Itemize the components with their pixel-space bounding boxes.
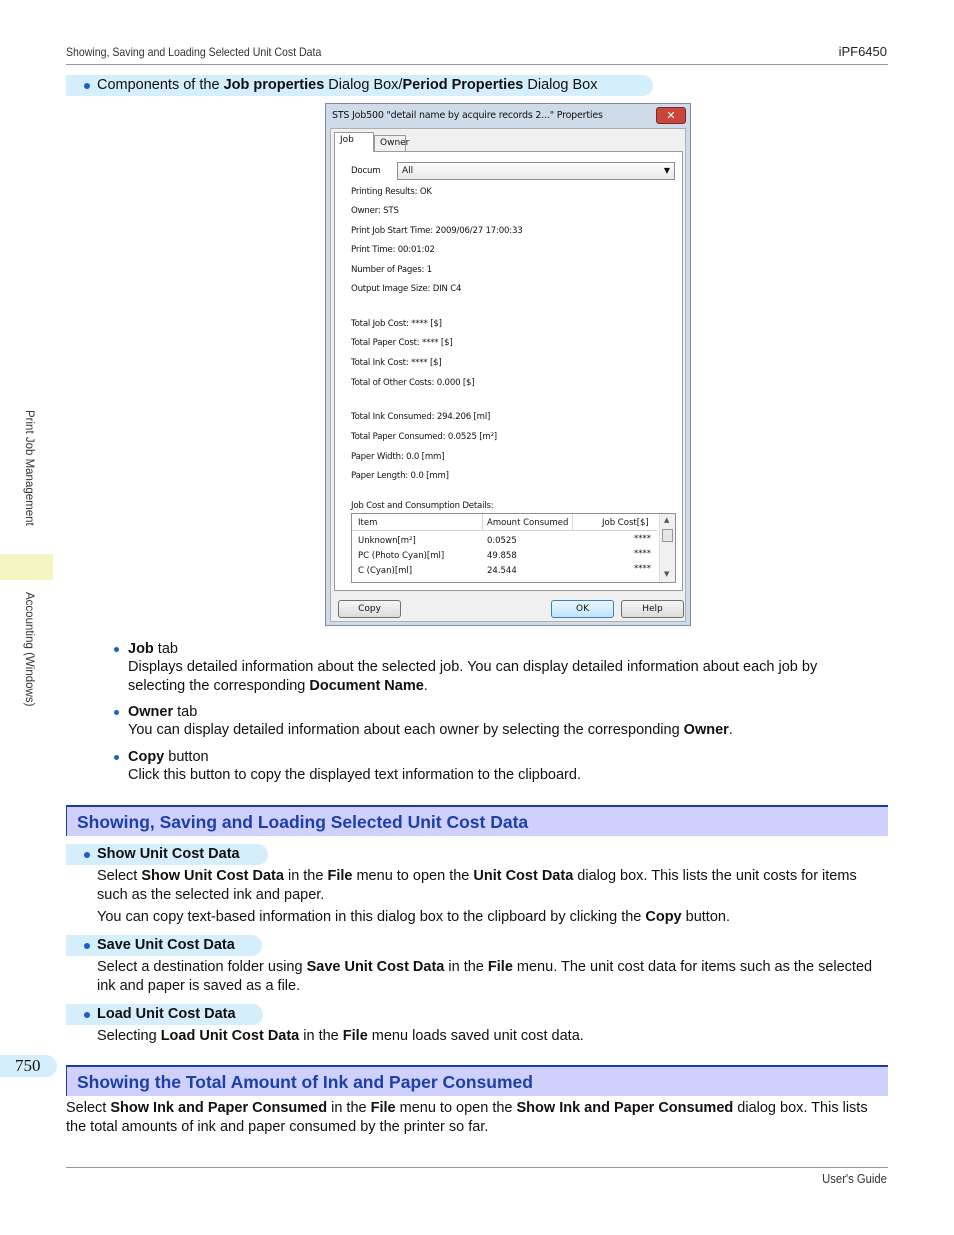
- tab-job[interactable]: Job: [334, 132, 374, 152]
- column-header[interactable]: Item: [358, 518, 378, 528]
- list-item-desc: You can display detailed information about each owner by selecting the corresponding Owner.: [128, 722, 733, 738]
- info-line: Total Paper Cost: **** [$]: [351, 338, 453, 348]
- table-scrollbar[interactable]: [659, 514, 675, 582]
- list-item-head: Owner tab: [128, 704, 198, 720]
- table-cell: ****: [634, 534, 651, 544]
- running-header-title: Showing, Saving and Loading Selected Unit Cost Data: [66, 45, 322, 59]
- info-line: Total of Other Costs: 0.000 [$]: [351, 378, 475, 388]
- job-tab-panel: [334, 151, 683, 591]
- table-cell: ****: [634, 564, 651, 574]
- info-line: Paper Length: 0.0 [mm]: [351, 471, 449, 481]
- paragraph: Select Show Unit Cost Data in the File menu to open the Unit Cost Data dialog box. This lists the unit costs for items such as the selected ink and paper.: [97, 868, 857, 903]
- table-cell: Unknown[m²]: [358, 536, 416, 546]
- bullet-icon: [114, 755, 119, 760]
- info-line: Output Image Size: DIN C4: [351, 284, 462, 294]
- job-properties-dialog: [325, 103, 691, 626]
- page-number: 750: [0, 1055, 57, 1077]
- components-heading-mid: Dialog Box/: [324, 77, 403, 93]
- components-heading-pre: Components of the: [97, 77, 224, 93]
- ok-button[interactable]: OK: [551, 600, 614, 618]
- close-icon[interactable]: ✕: [656, 107, 686, 124]
- bullet-icon: [84, 943, 90, 949]
- info-line: Total Ink Cost: **** [$]: [351, 358, 442, 368]
- section-heading: [66, 1065, 888, 1096]
- list-item-head: Job tab: [128, 641, 178, 657]
- bullet-icon: [114, 647, 119, 652]
- bullet-icon: [114, 710, 119, 715]
- footer-rule: [66, 1167, 888, 1168]
- tab-owner[interactable]: Owner: [374, 135, 406, 151]
- components-heading-b1: Job properties: [223, 77, 325, 93]
- bullet-icon: [84, 852, 90, 858]
- details-table: [351, 513, 676, 583]
- info-line: Owner: STS: [351, 206, 399, 216]
- paragraph: Select Show Ink and Paper Consumed in the File menu to open the Show Ink and Paper Consumed dialog box. This lists the total amounts of ink and paper consumed by the printer so far.: [66, 1100, 868, 1135]
- info-line: Number of Pages: 1: [351, 265, 433, 275]
- side-subchapter-label: Accounting (Windows): [23, 592, 35, 707]
- info-line: Print Job Start Time: 2009/06/27 17:00:33: [351, 226, 523, 236]
- document-label: Docum: [351, 166, 381, 176]
- chevron-down-icon: ▼: [663, 166, 670, 175]
- bullet-icon: [84, 1012, 90, 1018]
- document-select[interactable]: [397, 162, 675, 180]
- table-cell: PC (Photo Cyan)[ml]: [358, 551, 445, 561]
- subheading-label: Load Unit Cost Data: [97, 1006, 236, 1022]
- side-chapter-label: Print Job Management: [23, 410, 35, 526]
- column-divider: [482, 514, 483, 531]
- dialog-body: [330, 128, 686, 622]
- components-heading-b2: Period Properties: [402, 77, 524, 93]
- column-header[interactable]: Job Cost[$]: [602, 518, 649, 528]
- document-select-value: All: [402, 166, 414, 176]
- info-line: Printing Results: OK: [351, 187, 432, 197]
- section-heading: [66, 805, 888, 836]
- section-title: Showing, Saving and Loading Selected Unit Cost Data: [77, 812, 529, 832]
- column-divider: [572, 514, 573, 531]
- table-cell: C (Cyan)[ml]: [358, 566, 413, 576]
- details-label: Job Cost and Consumption Details:: [351, 501, 494, 511]
- components-heading-post: Dialog Box: [523, 77, 598, 93]
- table-cell: 49.858: [487, 551, 517, 561]
- list-item-desc: Click this button to copy the displayed text information to the clipboard.: [128, 767, 581, 783]
- list-item-head: Copy button: [128, 749, 209, 765]
- info-line: Total Ink Consumed: 294.206 [ml]: [351, 412, 491, 422]
- info-line: Paper Width: 0.0 [mm]: [351, 452, 445, 462]
- info-line: Total Job Cost: **** [$]: [351, 319, 442, 329]
- table-cell: 0.0525: [487, 536, 517, 546]
- bullet-icon: [84, 83, 90, 89]
- info-line: Print Time: 00:01:02: [351, 245, 435, 255]
- footer-title: User's Guide: [822, 1172, 887, 1186]
- subheading-label: Save Unit Cost Data: [97, 937, 235, 953]
- paragraph: You can copy text-based information in this dialog box to the clipboard by clicking the Copy button.: [97, 909, 730, 925]
- header-rule: [66, 64, 888, 65]
- side-tab-marker: [0, 554, 53, 580]
- table-cell: ****: [634, 549, 651, 559]
- running-header-model: iPF6450: [838, 44, 887, 59]
- help-button[interactable]: Help: [621, 600, 684, 618]
- dialog-title: STS Job500 "detail name by acquire records 2..." Properties: [332, 110, 603, 121]
- components-heading: [66, 75, 653, 96]
- paragraph: Selecting Load Unit Cost Data in the File menu loads saved unit cost data.: [97, 1028, 584, 1044]
- list-item-desc: Displays detailed information about the selected job. You can display detailed information about each job by selecting the corresponding Document Name.: [128, 659, 818, 694]
- scroll-up-icon[interactable]: ▲: [664, 516, 670, 524]
- table-cell: 24.544: [487, 566, 517, 576]
- subheading-label: Show Unit Cost Data: [97, 846, 240, 862]
- copy-button[interactable]: Copy: [338, 600, 401, 618]
- paragraph: Select a destination folder using Save Unit Cost Data in the File menu. The unit cost data for items such as the selected ink and paper is saved as a file.: [97, 959, 873, 994]
- scroll-down-icon[interactable]: ▼: [664, 570, 670, 578]
- subheading-save-unit-cost: [66, 935, 262, 956]
- section-title: Showing the Total Amount of Ink and Paper Consumed: [77, 1072, 533, 1092]
- info-line: Total Paper Consumed: 0.0525 [m²]: [351, 432, 497, 442]
- column-header[interactable]: Amount Consumed: [487, 518, 569, 528]
- scroll-thumb[interactable]: [662, 529, 673, 542]
- subheading-load-unit-cost: [66, 1004, 263, 1025]
- subheading-show-unit-cost: [66, 844, 268, 865]
- details-table-header: [352, 514, 657, 531]
